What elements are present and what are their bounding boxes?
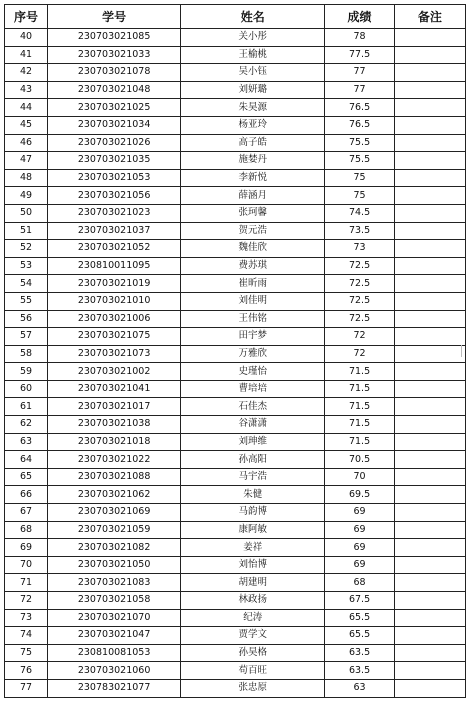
table-row <box>5 310 466 328</box>
cell-student-id: 230703021083 <box>47 574 180 592</box>
table-row <box>5 644 466 662</box>
cell-remarks <box>394 81 465 99</box>
cell-student-id: 230703021088 <box>47 468 180 486</box>
cell-remarks <box>394 592 465 610</box>
cell-score: 73.5 <box>325 222 395 240</box>
cell-student-id: 230703021062 <box>47 486 180 504</box>
cell-name: 吴小钰 <box>181 64 325 82</box>
cell-remarks <box>394 574 465 592</box>
cell-index: 71 <box>5 574 48 592</box>
cell-name: 贾学文 <box>181 627 325 645</box>
cell-name: 刘珅维 <box>181 433 325 451</box>
cell-score: 65.5 <box>325 609 395 627</box>
cell-student-id: 230703021037 <box>47 222 180 240</box>
cell-index: 46 <box>5 134 48 152</box>
cell-remarks <box>394 328 465 346</box>
cell-remarks <box>394 240 465 258</box>
table-row <box>5 257 466 275</box>
cell-remarks <box>394 292 465 310</box>
table-row <box>5 468 466 486</box>
cell-score: 71.5 <box>325 363 395 381</box>
cell-score: 72.5 <box>325 310 395 328</box>
cell-remarks <box>394 204 465 222</box>
table-row <box>5 240 466 258</box>
table-row <box>5 504 466 522</box>
table-row <box>5 292 466 310</box>
cell-score: 73 <box>325 240 395 258</box>
cell-index: 70 <box>5 556 48 574</box>
table-row <box>5 81 466 99</box>
cell-student-id: 230703021085 <box>47 29 180 47</box>
cell-remarks <box>394 539 465 557</box>
cell-index: 49 <box>5 187 48 205</box>
cell-index: 66 <box>5 486 48 504</box>
cell-student-id: 230810011095 <box>47 257 180 275</box>
cell-index: 59 <box>5 363 48 381</box>
table-row <box>5 134 466 152</box>
score-sheet <box>4 4 466 698</box>
cell-student-id: 230703021059 <box>47 521 180 539</box>
cell-remarks <box>394 433 465 451</box>
cell-index: 63 <box>5 433 48 451</box>
table-row <box>5 328 466 346</box>
table-row <box>5 169 466 187</box>
cell-remarks <box>394 363 465 381</box>
cell-student-id: 230703021041 <box>47 380 180 398</box>
cell-index: 43 <box>5 81 48 99</box>
cell-student-id: 230703021010 <box>47 292 180 310</box>
cell-score: 72.5 <box>325 257 395 275</box>
cell-name: 万雅欣 <box>181 345 325 363</box>
table-row <box>5 275 466 293</box>
cell-score: 75.5 <box>325 152 395 170</box>
header-score: 成绩 <box>325 5 395 29</box>
table-row <box>5 574 466 592</box>
cell-remarks <box>394 627 465 645</box>
table-row <box>5 451 466 469</box>
cell-score: 72.5 <box>325 275 395 293</box>
table-row <box>5 592 466 610</box>
cell-student-id: 230703021052 <box>47 240 180 258</box>
cell-student-id: 230703021078 <box>47 64 180 82</box>
cell-name: 孙昊格 <box>181 644 325 662</box>
cell-score: 71.5 <box>325 380 395 398</box>
cell-index: 48 <box>5 169 48 187</box>
cell-score: 72 <box>325 328 395 346</box>
cell-remarks <box>394 310 465 328</box>
cell-student-id: 230703021075 <box>47 328 180 346</box>
cell-remarks <box>394 644 465 662</box>
cell-score: 70 <box>325 468 395 486</box>
header-remarks: 备注 <box>394 5 465 29</box>
cell-student-id: 230703021002 <box>47 363 180 381</box>
table-row <box>5 662 466 680</box>
cell-student-id: 230703021023 <box>47 204 180 222</box>
cell-remarks <box>394 609 465 627</box>
cell-name: 刘佳明 <box>181 292 325 310</box>
cell-remarks <box>394 152 465 170</box>
cell-name: 田宇梦 <box>181 328 325 346</box>
cell-score: 69 <box>325 521 395 539</box>
cell-name: 胡建明 <box>181 574 325 592</box>
cell-remarks <box>394 521 465 539</box>
cell-index: 41 <box>5 46 48 64</box>
cell-name: 费苏琪 <box>181 257 325 275</box>
cell-index: 40 <box>5 29 48 47</box>
table-row <box>5 416 466 434</box>
cell-index: 54 <box>5 275 48 293</box>
cell-name: 贺元浩 <box>181 222 325 240</box>
cell-score: 75 <box>325 169 395 187</box>
cell-index: 42 <box>5 64 48 82</box>
table-row <box>5 204 466 222</box>
cell-name: 杨亚玲 <box>181 116 325 134</box>
cell-name: 马宇浩 <box>181 468 325 486</box>
cell-student-id: 230703021070 <box>47 609 180 627</box>
cell-index: 52 <box>5 240 48 258</box>
cell-name: 谷潇潇 <box>181 416 325 434</box>
cell-student-id: 230703021058 <box>47 592 180 610</box>
cell-remarks <box>394 222 465 240</box>
cell-student-id: 230703021060 <box>47 662 180 680</box>
cell-student-id: 230703021073 <box>47 345 180 363</box>
cell-name: 史瑾怡 <box>181 363 325 381</box>
cell-score: 70.5 <box>325 451 395 469</box>
cell-student-id: 230703021050 <box>47 556 180 574</box>
cell-student-id: 230810081053 <box>47 644 180 662</box>
cell-score: 71.5 <box>325 416 395 434</box>
cell-score: 68 <box>325 574 395 592</box>
cell-name: 康阿敏 <box>181 521 325 539</box>
cell-remarks <box>394 134 465 152</box>
cell-name: 崔昕雨 <box>181 275 325 293</box>
cell-index: 56 <box>5 310 48 328</box>
table-row <box>5 486 466 504</box>
cell-student-id: 230703021006 <box>47 310 180 328</box>
cell-index: 60 <box>5 380 48 398</box>
cell-index: 51 <box>5 222 48 240</box>
header-row <box>5 5 466 29</box>
cell-index: 53 <box>5 257 48 275</box>
cell-index: 61 <box>5 398 48 416</box>
cell-score: 63.5 <box>325 644 395 662</box>
cell-index: 74 <box>5 627 48 645</box>
table-row <box>5 116 466 134</box>
cell-score: 67.5 <box>325 592 395 610</box>
cell-score: 69.5 <box>325 486 395 504</box>
cell-name: 高子皓 <box>181 134 325 152</box>
cell-student-id: 230703021047 <box>47 627 180 645</box>
cell-score: 75.5 <box>325 134 395 152</box>
cell-name: 曹培培 <box>181 380 325 398</box>
cell-name: 张忠原 <box>181 679 325 697</box>
cell-name: 苟百旺 <box>181 662 325 680</box>
cell-student-id: 230703021018 <box>47 433 180 451</box>
cell-student-id: 230703021048 <box>47 81 180 99</box>
cell-index: 75 <box>5 644 48 662</box>
cell-index: 47 <box>5 152 48 170</box>
cell-name: 施婪丹 <box>181 152 325 170</box>
cell-score: 63.5 <box>325 662 395 680</box>
cell-student-id: 230783021077 <box>47 679 180 697</box>
cell-score: 76.5 <box>325 99 395 117</box>
table-row <box>5 187 466 205</box>
cell-index: 55 <box>5 292 48 310</box>
cell-index: 68 <box>5 521 48 539</box>
cell-remarks <box>394 257 465 275</box>
table-row <box>5 222 466 240</box>
cell-student-id: 230703021017 <box>47 398 180 416</box>
cell-index: 73 <box>5 609 48 627</box>
cell-score: 77 <box>325 81 395 99</box>
cell-score: 74.5 <box>325 204 395 222</box>
cell-remarks <box>394 451 465 469</box>
cell-remarks <box>394 169 465 187</box>
cell-score: 63 <box>325 679 395 697</box>
cell-remarks <box>394 556 465 574</box>
cell-index: 62 <box>5 416 48 434</box>
cell-student-id: 230703021035 <box>47 152 180 170</box>
cell-remarks <box>394 275 465 293</box>
cell-remarks <box>394 187 465 205</box>
cell-remarks <box>394 99 465 117</box>
cell-name: 朱昊源 <box>181 99 325 117</box>
table-row <box>5 609 466 627</box>
cell-remarks <box>394 679 465 697</box>
table-row <box>5 46 466 64</box>
cell-score: 78 <box>325 29 395 47</box>
cell-remarks <box>394 486 465 504</box>
page-edge-marker <box>461 345 466 357</box>
cell-name: 王伟铭 <box>181 310 325 328</box>
cell-remarks <box>394 380 465 398</box>
cell-student-id: 230703021033 <box>47 46 180 64</box>
table-row <box>5 363 466 381</box>
cell-student-id: 230703021038 <box>47 416 180 434</box>
table-row <box>5 398 466 416</box>
cell-student-id: 230703021019 <box>47 275 180 293</box>
cell-score: 75 <box>325 187 395 205</box>
cell-name: 石佳杰 <box>181 398 325 416</box>
header-student-id: 学号 <box>47 5 180 29</box>
cell-name: 刘妍璐 <box>181 81 325 99</box>
header-name: 姓名 <box>181 5 325 29</box>
cell-index: 64 <box>5 451 48 469</box>
cell-remarks <box>394 46 465 64</box>
cell-name: 姜祥 <box>181 539 325 557</box>
cell-name: 李新悦 <box>181 169 325 187</box>
cell-name: 刘怡博 <box>181 556 325 574</box>
cell-student-id: 230703021053 <box>47 169 180 187</box>
cell-student-id: 230703021022 <box>47 451 180 469</box>
cell-student-id: 230703021056 <box>47 187 180 205</box>
cell-score: 71.5 <box>325 398 395 416</box>
cell-remarks <box>394 345 465 363</box>
cell-student-id: 230703021025 <box>47 99 180 117</box>
cell-name: 纪涛 <box>181 609 325 627</box>
cell-name: 张珂馨 <box>181 204 325 222</box>
cell-score: 71.5 <box>325 433 395 451</box>
cell-score: 65.5 <box>325 627 395 645</box>
header-index: 序号 <box>5 5 48 29</box>
cell-score: 72.5 <box>325 292 395 310</box>
cell-score: 69 <box>325 556 395 574</box>
cell-index: 50 <box>5 204 48 222</box>
cell-name: 孙高阳 <box>181 451 325 469</box>
cell-name: 王榆桃 <box>181 46 325 64</box>
table-row <box>5 679 466 697</box>
table-row <box>5 556 466 574</box>
table-row <box>5 380 466 398</box>
cell-index: 65 <box>5 468 48 486</box>
cell-index: 77 <box>5 679 48 697</box>
cell-index: 72 <box>5 592 48 610</box>
table-row <box>5 29 466 47</box>
cell-remarks <box>394 662 465 680</box>
cell-score: 77.5 <box>325 46 395 64</box>
cell-index: 69 <box>5 539 48 557</box>
cell-student-id: 230703021082 <box>47 539 180 557</box>
table-row <box>5 521 466 539</box>
cell-student-id: 230703021026 <box>47 134 180 152</box>
cell-name: 马韵博 <box>181 504 325 522</box>
cell-remarks <box>394 504 465 522</box>
cell-name: 关小彤 <box>181 29 325 47</box>
cell-score: 76.5 <box>325 116 395 134</box>
cell-student-id: 230703021069 <box>47 504 180 522</box>
cell-student-id: 230703021034 <box>47 116 180 134</box>
cell-name: 薛涵月 <box>181 187 325 205</box>
cell-name: 林政扬 <box>181 592 325 610</box>
cell-score: 72 <box>325 345 395 363</box>
cell-index: 57 <box>5 328 48 346</box>
cell-score: 69 <box>325 539 395 557</box>
cell-score: 69 <box>325 504 395 522</box>
cell-remarks <box>394 468 465 486</box>
cell-score: 77 <box>325 64 395 82</box>
cell-remarks <box>394 116 465 134</box>
cell-index: 76 <box>5 662 48 680</box>
cell-remarks <box>394 398 465 416</box>
cell-index: 67 <box>5 504 48 522</box>
cell-remarks <box>394 416 465 434</box>
cell-index: 58 <box>5 345 48 363</box>
table-row <box>5 627 466 645</box>
cell-remarks <box>394 29 465 47</box>
table-row <box>5 345 466 363</box>
table-row <box>5 539 466 557</box>
table-row <box>5 99 466 117</box>
table-row <box>5 64 466 82</box>
cell-index: 45 <box>5 116 48 134</box>
cell-name: 朱健 <box>181 486 325 504</box>
cell-name: 魏佳欣 <box>181 240 325 258</box>
score-table <box>4 4 466 698</box>
table-row <box>5 152 466 170</box>
table-row <box>5 433 466 451</box>
cell-remarks <box>394 64 465 82</box>
cell-index: 44 <box>5 99 48 117</box>
